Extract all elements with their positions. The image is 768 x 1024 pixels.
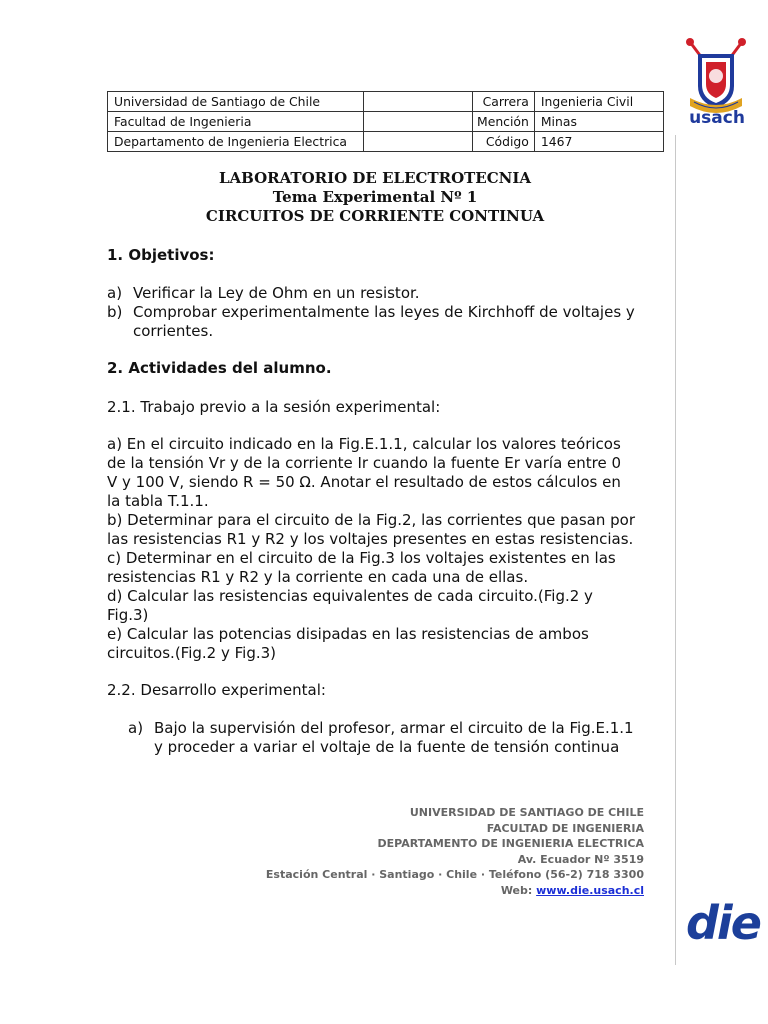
- list-item: [107, 303, 643, 341]
- footer-department: DEPARTAMENTO DE INGENIERIA ELECTRICA: [377, 837, 644, 850]
- institution-footer: [250, 805, 644, 898]
- list-item-text: Comprobar experimentalmente las leyes de Kirchhoff de voltajes y: [133, 303, 635, 321]
- list-item-text: corrientes.: [133, 322, 214, 340]
- website-link[interactable]: www.die.usach.cl: [536, 883, 644, 897]
- field-value: Ingenieria Civil: [534, 92, 663, 112]
- course-info-table: [107, 91, 664, 152]
- topic-title: CIRCUITOS DE CORRIENTE CONTINUA: [205, 207, 545, 225]
- objectives-list: [107, 284, 643, 341]
- paragraph-line: d) Calcular las resistencias equivalentes de cada circuito.(Fig.2 y: [107, 587, 593, 605]
- usach-logo-text: usach: [689, 108, 745, 128]
- subsection-experimental: 2.2. Desarrollo experimental:: [107, 681, 326, 699]
- paragraph-line: circuitos.(Fig.2 y Fig.3): [107, 644, 277, 662]
- subsection-prework: 2.1. Trabajo previo a la sesión experimental:: [107, 398, 441, 416]
- objectives-heading: 1. Objetivos:: [107, 246, 215, 264]
- die-logo: die: [686, 896, 760, 950]
- field-label: Código: [473, 132, 535, 152]
- department-cell: Departamento de Ingenieria Electrica: [108, 132, 364, 152]
- lab-title: LABORATORIO DE ELECTROTECNIA: [218, 169, 532, 187]
- paragraph-line: la tabla T.1.1.: [107, 492, 209, 510]
- list-marker: a): [128, 719, 144, 737]
- table-row: [108, 112, 664, 132]
- activities-heading: 2. Actividades del alumno.: [107, 359, 332, 377]
- paragraph-line: Fig.3): [107, 606, 149, 624]
- paragraph-line: V y 100 V, siendo R = 50 Ω. Anotar el resultado de estos cálculos en: [107, 473, 621, 491]
- footer-web-label: Web:: [500, 883, 537, 897]
- field-label: Carrera: [473, 92, 535, 112]
- table-row: [108, 132, 664, 152]
- paragraph-line: e) Calcular las potencias disipadas en las resistencias de ambos: [107, 625, 589, 643]
- paragraph-line: de la tensión Vr y de la corriente Ir cuando la fuente Er varía entre 0: [107, 454, 622, 472]
- empty-cell: [364, 132, 473, 152]
- prework-paragraph: [107, 435, 643, 663]
- margin-divider-line: [675, 135, 676, 965]
- list-marker: a): [107, 284, 123, 302]
- paragraph-line: las resistencias R1 y R2 y los voltajes presentes en estas resistencias.: [107, 530, 634, 548]
- footer-university: UNIVERSIDAD DE SANTIAGO DE CHILE: [409, 806, 644, 819]
- paragraph-line: c) Determinar en el circuito de la Fig.3 los voltajes existentes en las: [107, 549, 616, 567]
- document-title-block: [107, 169, 643, 226]
- list-item-text: Verificar la Ley de Ohm en un resistor.: [133, 284, 420, 302]
- empty-cell: [364, 112, 473, 132]
- experiment-title: Tema Experimental Nº 1: [272, 188, 478, 206]
- field-label: Mención: [473, 112, 535, 132]
- footer-address: Av. Ecuador Nº 3519: [517, 852, 644, 866]
- empty-cell: [364, 92, 473, 112]
- table-row: [108, 92, 664, 112]
- list-item: [107, 284, 643, 303]
- footer-web: [250, 883, 644, 899]
- list-item-text: Bajo la supervisión del profesor, armar el circuito de la Fig.E.1.1: [154, 719, 634, 737]
- field-value: Minas: [534, 112, 663, 132]
- field-value: 1467: [534, 132, 663, 152]
- footer-contact: Estación Central · Santiago · Chile · Teléfono (56-2) 718 3300: [265, 868, 644, 881]
- footer-faculty: FACULTAD DE INGENIERIA: [486, 821, 644, 835]
- paragraph-line: resistencias R1 y R2 y la corriente en cada una de ellas.: [107, 568, 529, 586]
- experimental-list: [128, 719, 643, 757]
- list-marker: b): [107, 303, 123, 321]
- university-cell: Universidad de Santiago de Chile: [108, 92, 364, 112]
- paragraph-line: b) Determinar para el circuito de la Fig.2, las corrientes que pasan por: [107, 511, 635, 529]
- list-item: [128, 719, 643, 757]
- paragraph-line: a) En el circuito indicado en la Fig.E.1.1, calcular los valores teóricos: [107, 435, 621, 453]
- list-item-text: y proceder a variar el voltaje de la fuente de tensión continua: [154, 738, 620, 756]
- faculty-cell: Facultad de Ingenieria: [108, 112, 364, 132]
